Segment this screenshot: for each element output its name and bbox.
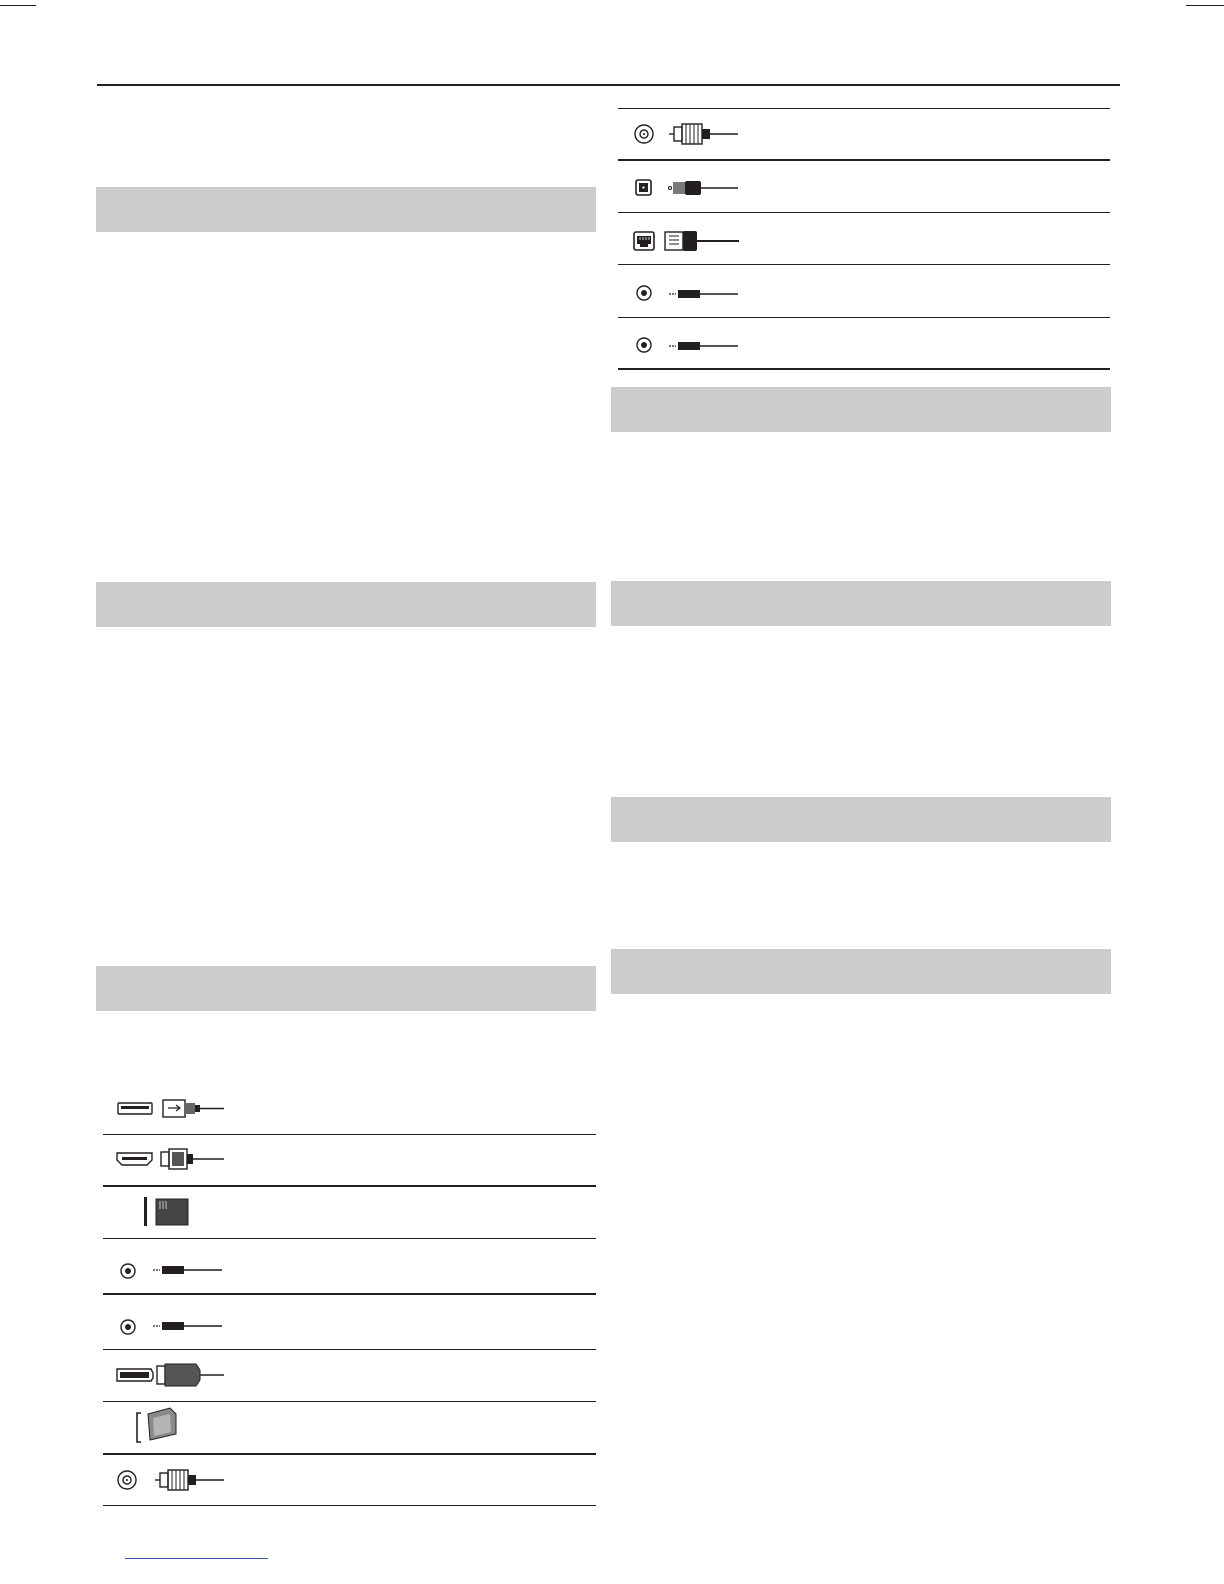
audio-jack-icon — [118, 1317, 138, 1337]
audio-jack-icon — [118, 1261, 138, 1281]
row-divider — [618, 159, 1110, 161]
row-divider — [103, 1134, 596, 1135]
crop-mark-top-left — [0, 5, 36, 6]
row-divider — [618, 264, 1110, 265]
audio-jack-icon — [634, 335, 654, 355]
row-divider — [103, 1401, 596, 1402]
usb-port-icon — [116, 1100, 156, 1118]
row-divider — [618, 212, 1110, 213]
optical-cable-icon — [666, 178, 740, 198]
section-header-band — [611, 797, 1111, 842]
row-divider — [103, 1453, 596, 1455]
mini-jack-cable-icon — [668, 339, 740, 353]
row-divider — [618, 108, 1110, 109]
mini-jack-cable-icon — [152, 1319, 224, 1333]
section-header-band — [96, 966, 596, 1011]
audio-jack-icon — [634, 283, 654, 303]
usb-cable-icon — [162, 1098, 226, 1120]
mini-jack-cable-icon — [668, 287, 740, 301]
coaxial-port-icon — [116, 1469, 138, 1491]
section-header-band — [96, 187, 596, 232]
row-divider — [103, 1238, 596, 1239]
crop-mark-top-right — [1186, 5, 1224, 6]
lan-port-icon — [632, 230, 656, 252]
coaxial-port-icon — [633, 123, 655, 145]
ci-module-icon — [154, 1197, 192, 1227]
row-divider — [103, 1505, 596, 1506]
row-divider — [103, 1185, 596, 1187]
ci-slot-icon — [142, 1196, 150, 1228]
sd-card-icon — [144, 1406, 180, 1442]
optical-port-icon — [634, 178, 654, 198]
footer-link-underline[interactable] — [125, 1558, 268, 1559]
hdmi-port-icon — [114, 1150, 156, 1168]
section-header-band — [611, 387, 1111, 432]
sd-card-slot-icon — [134, 1412, 144, 1444]
row-divider — [618, 368, 1110, 370]
section-header-band — [611, 581, 1111, 626]
section-header-band — [611, 949, 1111, 994]
header-rule — [97, 84, 1120, 86]
coaxial-cable-icon — [154, 1467, 226, 1493]
hdmi-cable-icon — [160, 1147, 226, 1171]
scart-port-icon — [114, 1366, 156, 1384]
lan-cable-icon — [663, 229, 741, 253]
section-header-band — [96, 582, 596, 627]
mini-jack-cable-icon — [152, 1263, 224, 1277]
scart-cable-icon — [156, 1362, 226, 1388]
row-divider — [103, 1293, 596, 1295]
row-divider — [618, 317, 1110, 318]
coaxial-cable-icon — [668, 121, 740, 147]
row-divider — [103, 1349, 596, 1350]
